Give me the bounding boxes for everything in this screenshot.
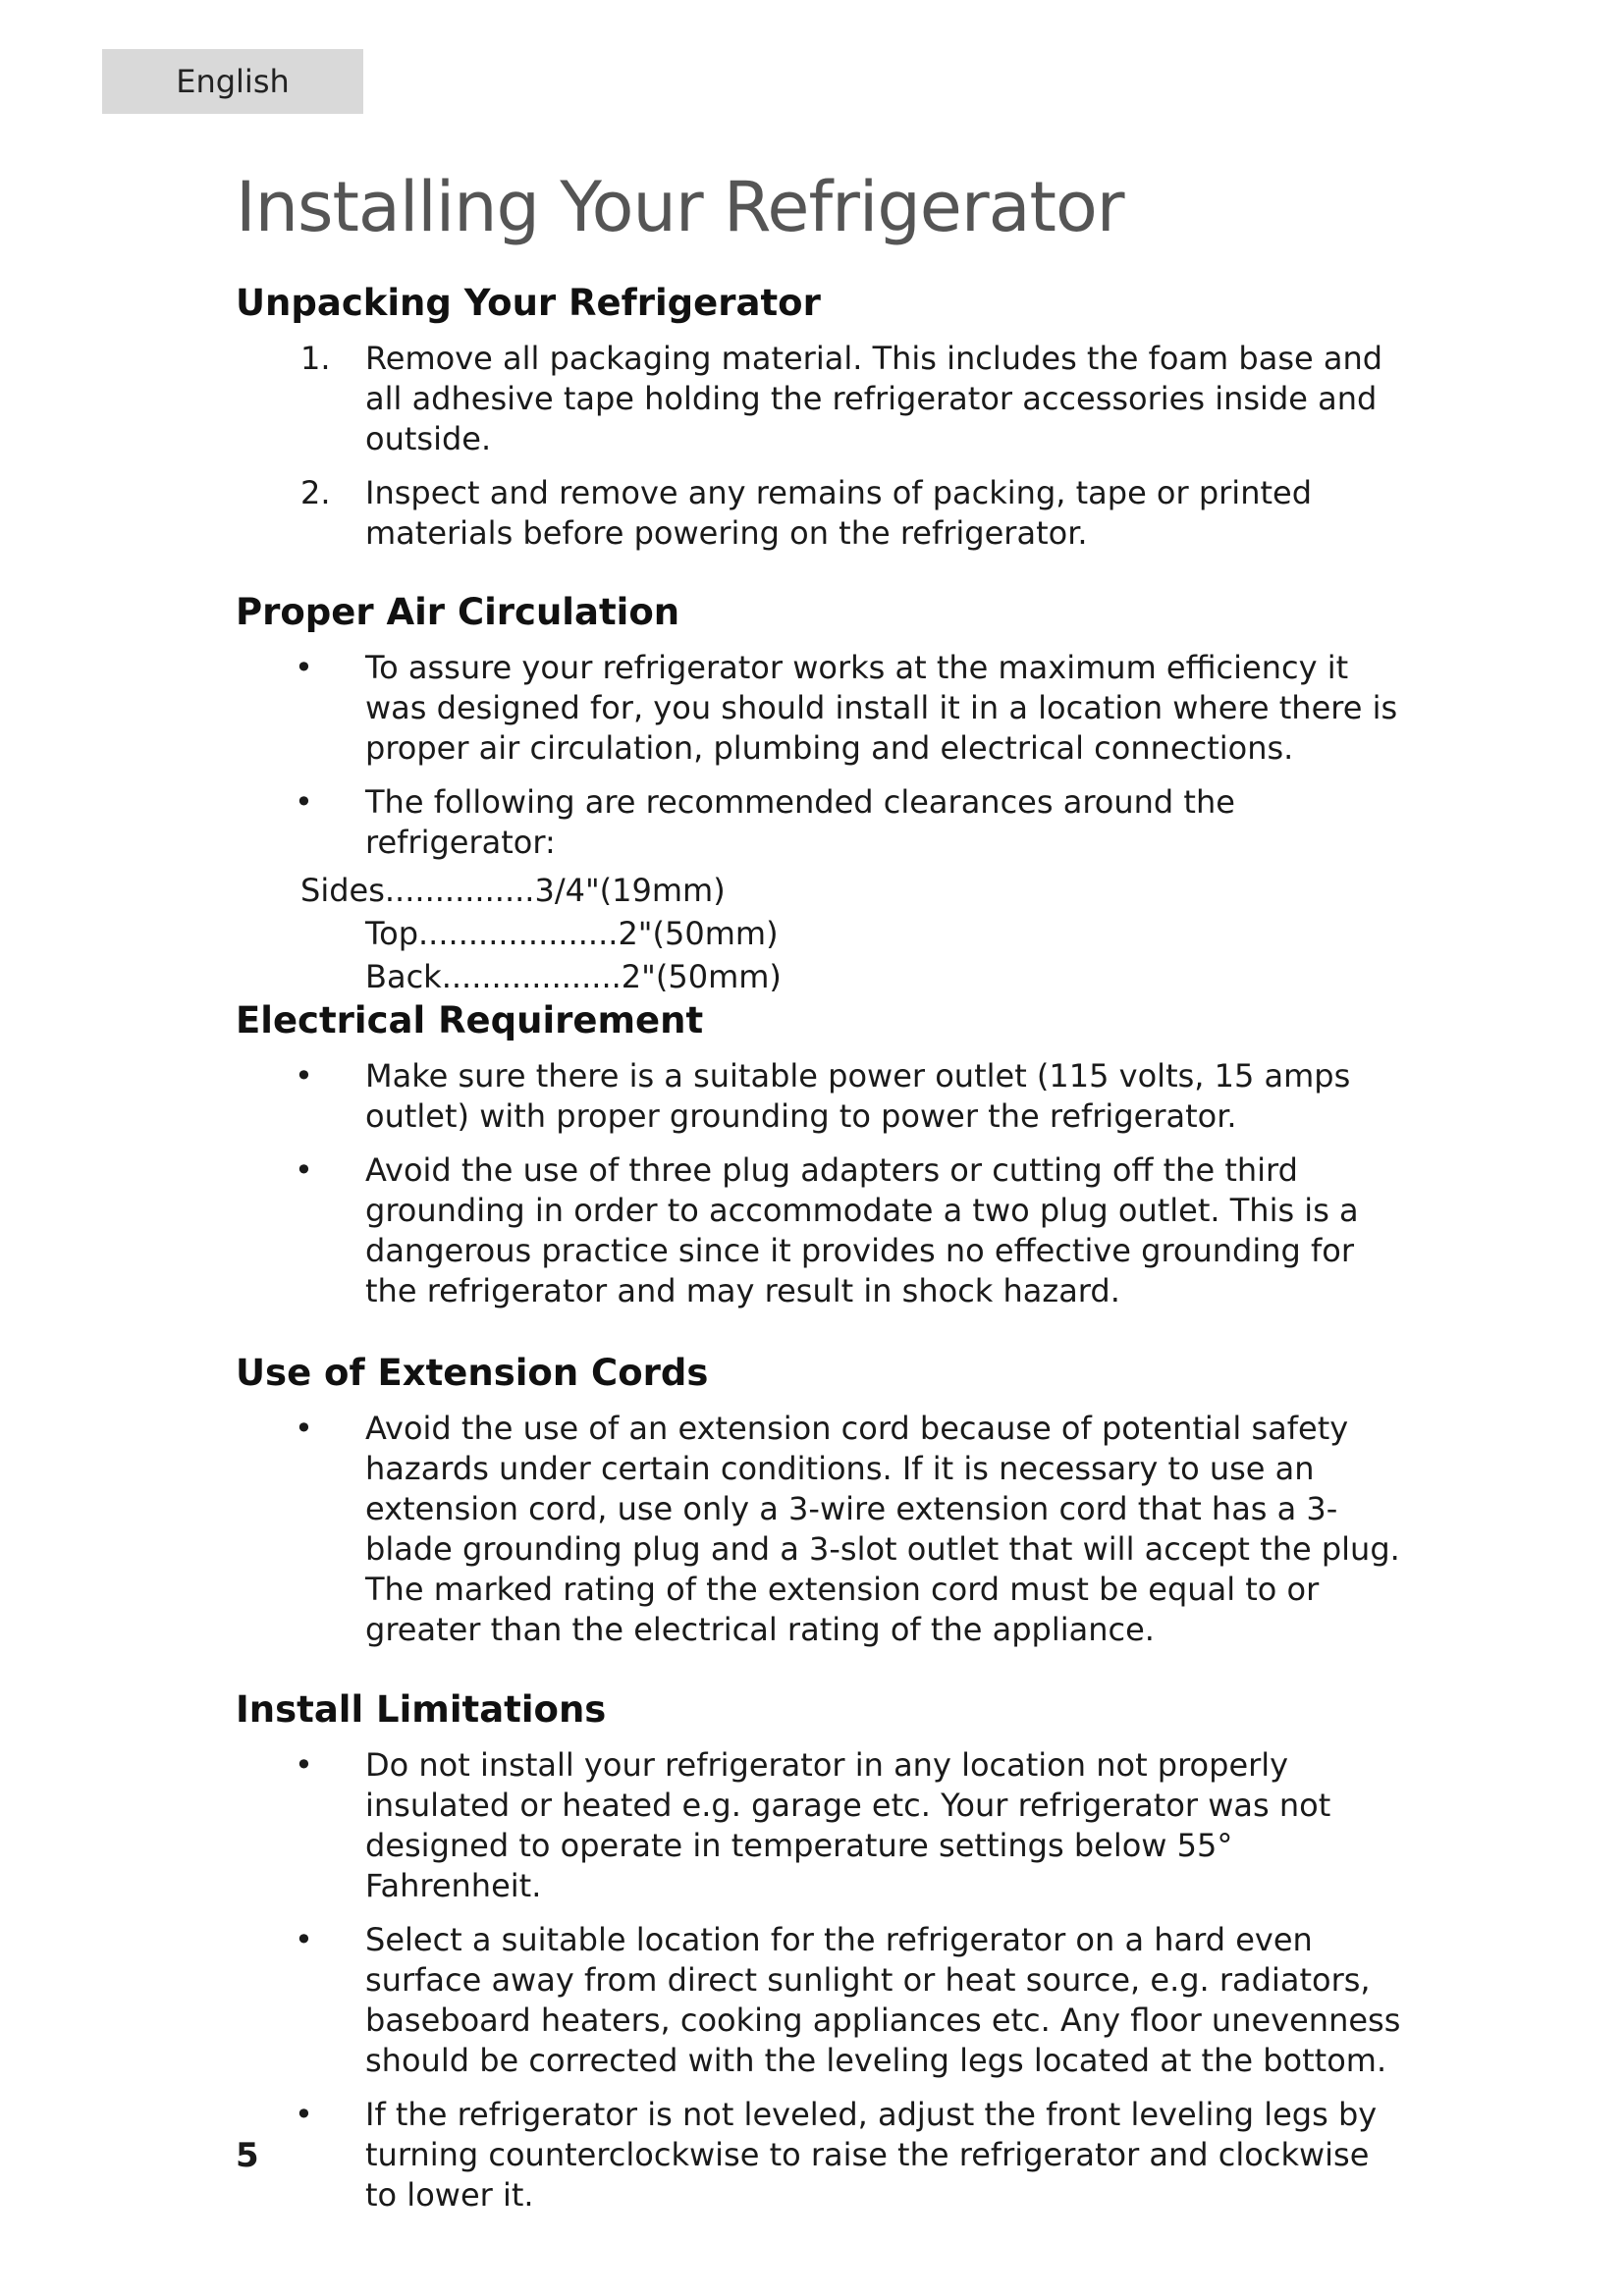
bullet-icon: •	[295, 1410, 313, 1447]
list-item	[236, 2095, 1408, 2216]
list-item	[236, 782, 1408, 863]
list-item	[236, 1150, 1408, 1311]
bullet-icon: •	[295, 2096, 313, 2133]
list-item	[236, 473, 1408, 554]
bullet-icon: •	[295, 783, 313, 821]
list-item-text: Make sure there is a suitable power outlet (115 volts, 15 amps outlet) with proper grounding to power the refrigerator.	[365, 1057, 1351, 1135]
page-title: Installing Your Refrigerator	[236, 167, 1124, 247]
section-install-limitations	[236, 1686, 1408, 2216]
list-item-text: Avoid the use of an extension cord because of potential safety hazards under certain conditions. If it is necessary to use an extension cord, use only a 3-wire extension cord that has a 3-blade grounding plug and a 3-slot outlet that will accept the plug. The marked rating of the extension cord must be equal to or greater than the electrical rating of the appliance.	[365, 1410, 1400, 1648]
section-heading: Install Limitations	[236, 1688, 607, 1731]
list-item-text: To assure your refrigerator works at the maximum efficiency it was designed for, you should install it in a location where there is proper air circulation, plumbing and electrical connections.	[365, 649, 1398, 767]
list-item-text: The following are recommended clearances around the refrigerator:	[365, 783, 1235, 861]
bullet-icon: •	[295, 1746, 313, 1784]
bullet-icon: •	[295, 1921, 313, 1958]
section-extension-cords	[236, 1350, 1408, 1650]
section-heading: Use of Extension Cords	[236, 1352, 709, 1394]
clearance-list	[236, 869, 1408, 998]
page-number: 5	[236, 2136, 259, 2175]
list-item	[236, 1920, 1408, 2081]
clearance-top: Top....................2"(50mm)	[365, 915, 779, 952]
list-item-text: Inspect and remove any remains of packing, tape or printed materials before powering on the refrigerator.	[365, 474, 1313, 552]
bullet-icon: •	[295, 1057, 313, 1095]
list-item-text: Remove all packaging material. This includes the foam base and all adhesive tape holding the refrigerator accessories inside and outside.	[365, 340, 1383, 457]
list-item	[236, 1409, 1408, 1650]
list-number: 2.	[300, 474, 331, 511]
list-item	[236, 339, 1408, 459]
clearance-back: Back..................2"(50mm)	[365, 958, 782, 995]
list-item-text: Select a suitable location for the refrigerator on a hard even surface away from direct sunlight or heat source, e.g. radiators, baseboard heaters, cooking appliances etc. Any floor unevenness should be corrected with the leveling legs located at the bottom.	[365, 1921, 1401, 2079]
section-heading: Proper Air Circulation	[236, 591, 680, 633]
list-item-text: If the refrigerator is not leveled, adjust the front leveling legs by turning counterclockwise to raise the refrigerator and clockwise to lower it.	[365, 2096, 1378, 2214]
list-number: 1.	[300, 340, 331, 377]
list-item	[236, 1745, 1408, 1906]
list-item	[236, 1056, 1408, 1137]
language-tab: English	[102, 49, 363, 114]
bullet-icon: •	[295, 649, 313, 686]
section-air-circulation	[236, 589, 1408, 998]
list-item-text: Do not install your refrigerator in any location not properly insulated or heated e.g. garage etc. Your refrigerator was not designed to operate in temperature settings below 55° Fahrenheit.	[365, 1746, 1331, 1904]
section-heading: Electrical Requirement	[236, 999, 704, 1041]
section-heading: Unpacking Your Refrigerator	[236, 282, 821, 324]
list-item-text: Avoid the use of three plug adapters or cutting off the third grounding in order to accommodate a two plug outlet. This is a dangerous practice since it provides no effective grounding for the refrigerator and may result in shock hazard.	[365, 1151, 1359, 1309]
bullet-icon: •	[295, 1151, 313, 1189]
section-unpacking	[236, 280, 1408, 554]
list-item	[236, 648, 1408, 769]
section-electrical	[236, 997, 1408, 1311]
clearance-sides: Sides...............3/4"(19mm)	[300, 872, 726, 909]
